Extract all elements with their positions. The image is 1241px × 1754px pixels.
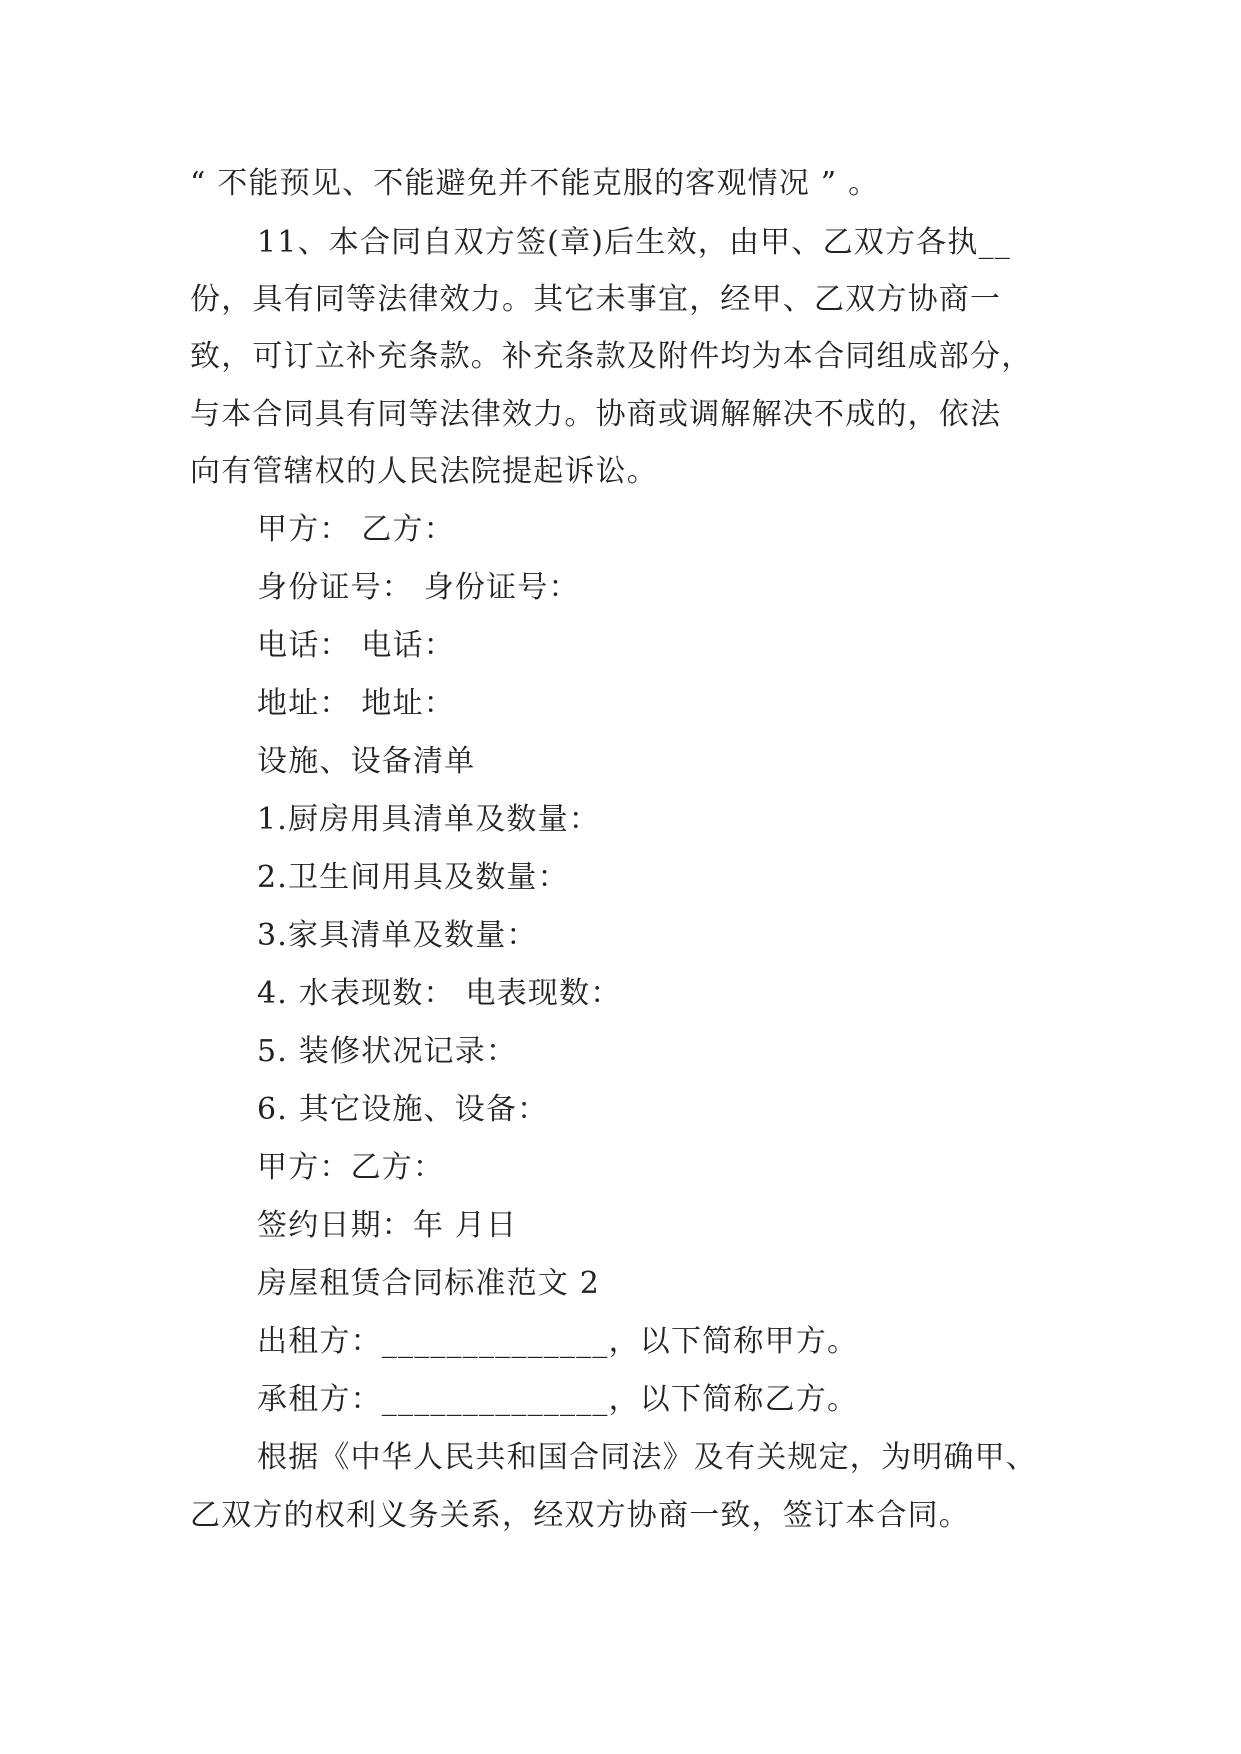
list-item: 5. 装修状况记录： <box>257 1034 518 1069</box>
id-number-line: 身份证号： 身份证号： <box>257 570 580 605</box>
text-line: 向有管辖权的人民法院提起诉讼。 <box>190 454 658 489</box>
list-item: 2.卫生间用具及数量： <box>257 860 569 895</box>
text-line: 份，具有同等法律效力。其它未事宜，经甲、乙双方协商一 <box>190 282 1002 317</box>
section-heading: 设施、设备清单 <box>257 744 476 779</box>
lessor-line: 出租方：______________，以下简称甲方。 <box>257 1324 859 1359</box>
text-line: 与本合同具有同等法律效力。协商或调解解决不成的，依法 <box>190 397 1002 432</box>
text-line: 11、本合同自双方签(章)后生效，由甲、乙双方各执__ <box>257 225 1011 260</box>
list-item: 6. 其它设施、设备： <box>257 1092 549 1127</box>
text-line: 致，可订立补充条款。补充条款及附件均为本合同组成部分， <box>190 339 1033 374</box>
address-line: 地址： 地址： <box>257 686 455 721</box>
text-line: 根据《中华人民共和国合同法》及有关规定，为明确甲、 <box>257 1440 1037 1475</box>
list-item: 4. 水表现数： 电表现数： <box>257 976 622 1011</box>
text-line: “ 不能预见、不能避免并不能克服的客观情况 ” 。 <box>190 166 880 201</box>
document-title: 房屋租赁合同标准范文 2 <box>257 1266 601 1301</box>
list-item: 1.厨房用具清单及数量： <box>257 802 601 837</box>
lessee-line: 承租方：______________，以下简称乙方。 <box>257 1382 859 1417</box>
phone-line: 电话： 电话： <box>257 628 455 663</box>
text-line: 乙双方的权利义务关系，经双方协商一致，签订本合同。 <box>190 1498 970 1533</box>
sign-date-line: 签约日期：年 月日 <box>257 1208 518 1243</box>
party-line: 甲方：乙方： <box>257 1150 445 1185</box>
party-line: 甲方： 乙方： <box>257 512 455 547</box>
list-item: 3.家具清单及数量： <box>257 918 538 953</box>
